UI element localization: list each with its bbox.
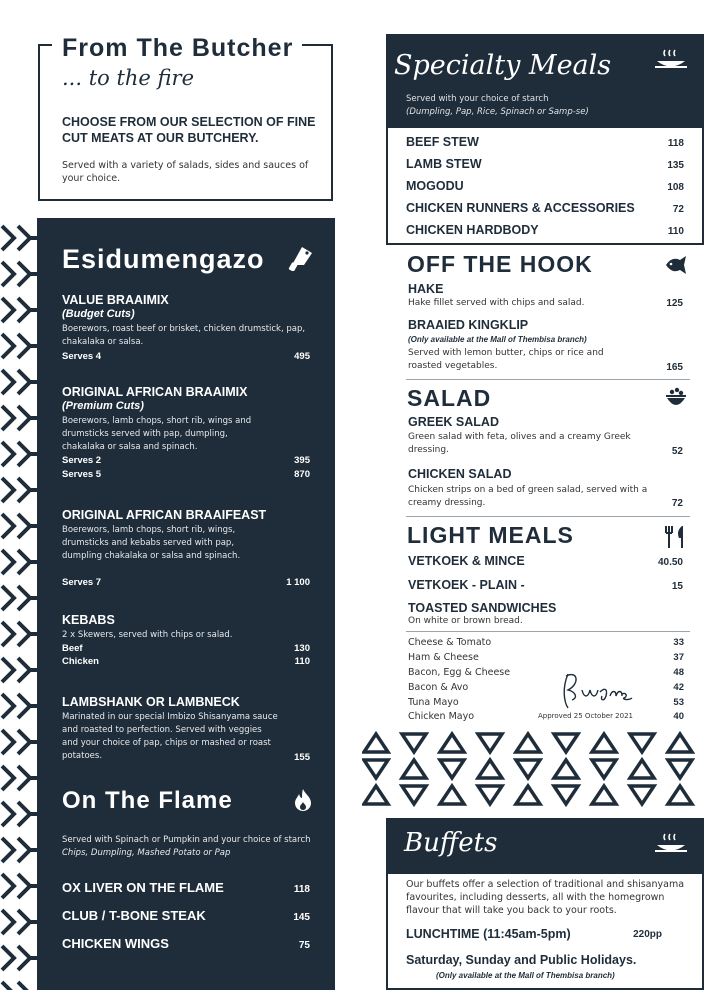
pattern-chevron bbox=[2, 370, 37, 394]
pattern-triangle bbox=[364, 760, 388, 778]
pattern-triangle bbox=[668, 734, 692, 752]
buffets-lunch-price: 220pp bbox=[633, 929, 662, 940]
greek-salad-desc: Green salad with feta, olives and a creamy Greek dressing. bbox=[408, 432, 631, 455]
salad-bowl-icon bbox=[664, 386, 688, 410]
flame-icon bbox=[293, 788, 313, 812]
pattern-chevron bbox=[2, 622, 37, 646]
african-braaimix-desc: Boerewors, lamb chops, short rib, wings and drumsticks served with pap, dumpling, chakalaka or salsa and spinach. bbox=[62, 416, 252, 452]
lambshank-price: 155 bbox=[294, 752, 310, 763]
sandwich-row: Bacon & Avo 42 bbox=[408, 682, 684, 693]
pattern-triangle bbox=[630, 786, 654, 804]
tribal-pattern-strip-left bbox=[0, 218, 37, 990]
pattern-triangle bbox=[630, 760, 654, 778]
pattern-triangle bbox=[364, 786, 388, 804]
pattern-chevron bbox=[2, 766, 37, 790]
pattern-chevron bbox=[2, 586, 37, 610]
hake-price: 125 bbox=[666, 298, 683, 309]
pattern-triangle bbox=[516, 760, 540, 778]
kebabs-title: KEBABS bbox=[62, 613, 115, 627]
pattern-triangle bbox=[554, 786, 578, 804]
specialty-heading: Specialty Meals bbox=[394, 50, 612, 81]
pattern-chevron bbox=[2, 406, 37, 430]
pattern-chevron bbox=[2, 442, 37, 466]
pattern-triangle bbox=[440, 734, 464, 752]
pattern-chevron bbox=[2, 334, 37, 358]
pattern-chevron bbox=[2, 874, 37, 898]
greek-salad-title: GREEK SALAD bbox=[408, 415, 499, 429]
lambshank-title: LAMBSHANK OR LAMBNECK bbox=[62, 695, 240, 709]
african-braaimix-title: ORIGINAL AFRICAN BRAAIMIX bbox=[62, 385, 248, 399]
butcher-title: From The Butcher bbox=[62, 34, 294, 62]
pattern-chevron bbox=[2, 514, 37, 538]
menu-item-lamb-stew: LAMB STEW 135 bbox=[406, 157, 684, 171]
pattern-triangle bbox=[516, 786, 540, 804]
buffets-desc: Our buffets offer a selection of traditional and shisanyama favourites, including desserts, all with the homegrown flavour that will take you back to your roots. bbox=[406, 879, 685, 916]
chicken-salad-desc: Chicken strips on a bed of green salad, served with a creamy dressing. bbox=[408, 485, 648, 508]
hake-title: HAKE bbox=[408, 282, 444, 296]
sandwich-row: Tuna Mayo 53 bbox=[408, 697, 684, 708]
menu-item-tbone: CLUB / T-BONE STEAK 145 bbox=[62, 908, 310, 923]
fish-icon bbox=[664, 255, 688, 275]
section-divider bbox=[406, 379, 690, 380]
buffets-days: Saturday, Sunday and Public Holidays. bbox=[406, 953, 637, 967]
pattern-triangle bbox=[554, 760, 578, 778]
african-braaifeast-title: ORIGINAL AFRICAN BRAAIFEAST bbox=[62, 508, 267, 522]
kingklip-desc: Served with lemon butter, chips or rice and roasted vegetables. bbox=[408, 348, 604, 371]
pattern-triangle bbox=[478, 786, 502, 804]
buffets-box bbox=[386, 818, 704, 990]
specialty-note-italic: (Dumpling, Pap, Rice, Spinach or Samp-se) bbox=[406, 107, 589, 117]
pattern-chevron bbox=[2, 802, 37, 826]
esidumengazo-heading: Esidumengazo bbox=[62, 244, 265, 274]
pattern-chevron bbox=[2, 298, 37, 322]
vetkoek-plain-price: 15 bbox=[671, 581, 683, 592]
pattern-chevron bbox=[2, 694, 37, 718]
menu-item-beef-stew: BEEF STEW 118 bbox=[406, 135, 684, 149]
pattern-chevron bbox=[2, 658, 37, 682]
vetkoek-mince-title: VETKOEK & MINCE bbox=[408, 554, 525, 568]
toasted-sandwiches-title: TOASTED SANDWICHES bbox=[408, 601, 557, 615]
african-braaimix-subtitle: (Premium Cuts) bbox=[62, 400, 144, 412]
value-braaimix-subtitle: (Budget Cuts) bbox=[62, 308, 135, 320]
pattern-chevron bbox=[2, 910, 37, 934]
sandwich-row: Chicken Mayo 40 bbox=[408, 711, 684, 722]
hake-desc: Hake fillet served with chips and salad. bbox=[408, 298, 585, 308]
pattern-triangle bbox=[592, 786, 616, 804]
price-row: Serves 2 395 bbox=[62, 455, 310, 466]
price-row: Chicken 110 bbox=[62, 656, 310, 667]
value-braaimix-title: VALUE BRAAIMIX bbox=[62, 293, 169, 307]
kebabs-desc: 2 x Skewers, served with chips or salad. bbox=[62, 630, 233, 640]
specialty-meals-box bbox=[386, 34, 704, 245]
sandwich-row: Ham & Cheese 37 bbox=[408, 652, 684, 663]
section-divider bbox=[406, 516, 690, 517]
chicken-salad-price: 72 bbox=[671, 498, 683, 509]
buffets-days-note: (Only available at the Mall of Thembisa branch) bbox=[436, 971, 615, 980]
flame-note: Served with Spinach or Pumpkin and your choice of starch bbox=[62, 835, 311, 845]
price-row: Serves 5 870 bbox=[62, 469, 310, 480]
pattern-chevron bbox=[2, 946, 37, 970]
kingklip-note: (Only available at the Mall of Thembisa branch) bbox=[408, 335, 587, 344]
toasted-sandwiches-desc: On white or brown bread. bbox=[408, 616, 523, 626]
pattern-chevron bbox=[2, 982, 37, 990]
hot-dish-icon bbox=[654, 832, 688, 856]
butcher-subtitle: ... to the fire bbox=[62, 66, 194, 90]
vetkoek-plain-title: VETKOEK - PLAIN - bbox=[408, 578, 525, 592]
butcher-choose-text: CHOOSE FROM OUR SELECTION OF FINE CUT MEATS AT OUR BUTCHERY. bbox=[62, 115, 316, 145]
cleaver-icon bbox=[288, 243, 314, 271]
pattern-triangle bbox=[668, 786, 692, 804]
pattern-triangle bbox=[630, 734, 654, 752]
hook-heading: OFF THE HOOK bbox=[407, 251, 593, 277]
price-row: Beef 130 bbox=[62, 643, 310, 654]
kingklip-title: BRAAIED KINGKLIP bbox=[408, 318, 529, 332]
pattern-triangle bbox=[440, 786, 464, 804]
pattern-triangle bbox=[516, 734, 540, 752]
pattern-triangle bbox=[554, 734, 578, 752]
lambshank-desc: Marinated in our special Imbizo Shisanyama sauce and roasted to perfection. Served with veggies and your choice of pap, chips or mashed or roast potatoes. bbox=[62, 712, 278, 761]
pattern-triangle bbox=[592, 734, 616, 752]
pattern-chevron bbox=[2, 226, 37, 250]
pattern-triangle bbox=[668, 760, 692, 778]
african-braaifeast-desc: Boerewors, lamb chops, short rib, wings, drumsticks and kebabs served with pap, dumpling chakalaka or salsa and spinach. bbox=[62, 525, 241, 561]
left-menu-panel bbox=[37, 218, 335, 990]
butcher-served-text: Served with a variety of salads, sides and sauces of your choice. bbox=[62, 160, 309, 184]
butcher-intro-box bbox=[38, 34, 333, 201]
chicken-salad-title: CHICKEN SALAD bbox=[408, 467, 512, 481]
flame-heading: On The Flame bbox=[62, 787, 233, 814]
pattern-triangle bbox=[402, 786, 426, 804]
sandwich-row: Bacon, Egg & Cheese 48 bbox=[408, 667, 684, 678]
pattern-triangle bbox=[478, 734, 502, 752]
pattern-triangle bbox=[478, 760, 502, 778]
buffets-lunchtime: LUNCHTIME (11:45am-5pm) bbox=[406, 927, 571, 941]
menu-item-ox-liver: OX LIVER ON THE FLAME 118 bbox=[62, 880, 310, 895]
pattern-triangle bbox=[364, 734, 388, 752]
price-row: Serves 4 495 bbox=[62, 351, 310, 362]
greek-salad-price: 52 bbox=[671, 446, 683, 457]
price-row: Serves 7 1 100 bbox=[62, 577, 310, 588]
pattern-triangle bbox=[440, 760, 464, 778]
menu-item-chicken-wings: CHICKEN WINGS 75 bbox=[62, 936, 310, 951]
buffets-header bbox=[388, 820, 702, 874]
menu-item-chicken-runners: CHICKEN RUNNERS & ACCESSORIES 72 bbox=[406, 201, 684, 215]
light-meals-heading: LIGHT MEALS bbox=[407, 522, 574, 548]
approval-note: Approved 25 October 2021 bbox=[538, 712, 633, 720]
pattern-chevron bbox=[2, 730, 37, 754]
value-braaimix-desc: Boerewors, roast beef or brisket, chicken drumstick, pap, chakalaka or salsa. bbox=[62, 324, 306, 347]
specialty-note: Served with your choice of starch bbox=[406, 94, 549, 104]
flame-note-italic: Chips, Dumpling, Mashed Potato or Pap bbox=[62, 848, 231, 858]
vetkoek-mince-price: 40.50 bbox=[657, 557, 683, 568]
menu-item-mogodu: MOGODU 108 bbox=[406, 179, 684, 193]
section-divider bbox=[406, 631, 690, 632]
kingklip-price: 165 bbox=[666, 362, 683, 373]
pattern-chevron bbox=[2, 478, 37, 502]
buffets-heading: Buffets bbox=[404, 828, 498, 858]
specialty-header bbox=[388, 36, 702, 128]
salad-heading: SALAD bbox=[407, 385, 492, 411]
pattern-chevron bbox=[2, 838, 37, 862]
tribal-pattern-band bbox=[362, 728, 717, 810]
cutlery-icon bbox=[662, 525, 688, 549]
pattern-chevron bbox=[2, 550, 37, 574]
hot-dish-icon bbox=[654, 48, 688, 72]
pattern-chevron bbox=[2, 262, 37, 286]
pattern-triangle bbox=[592, 760, 616, 778]
pattern-triangle bbox=[402, 760, 426, 778]
signature bbox=[556, 668, 634, 712]
sandwich-row: Cheese & Tomato 33 bbox=[408, 637, 684, 648]
pattern-triangle bbox=[402, 734, 426, 752]
menu-item-chicken-hardbody: CHICKEN HARDBODY 110 bbox=[406, 223, 684, 237]
